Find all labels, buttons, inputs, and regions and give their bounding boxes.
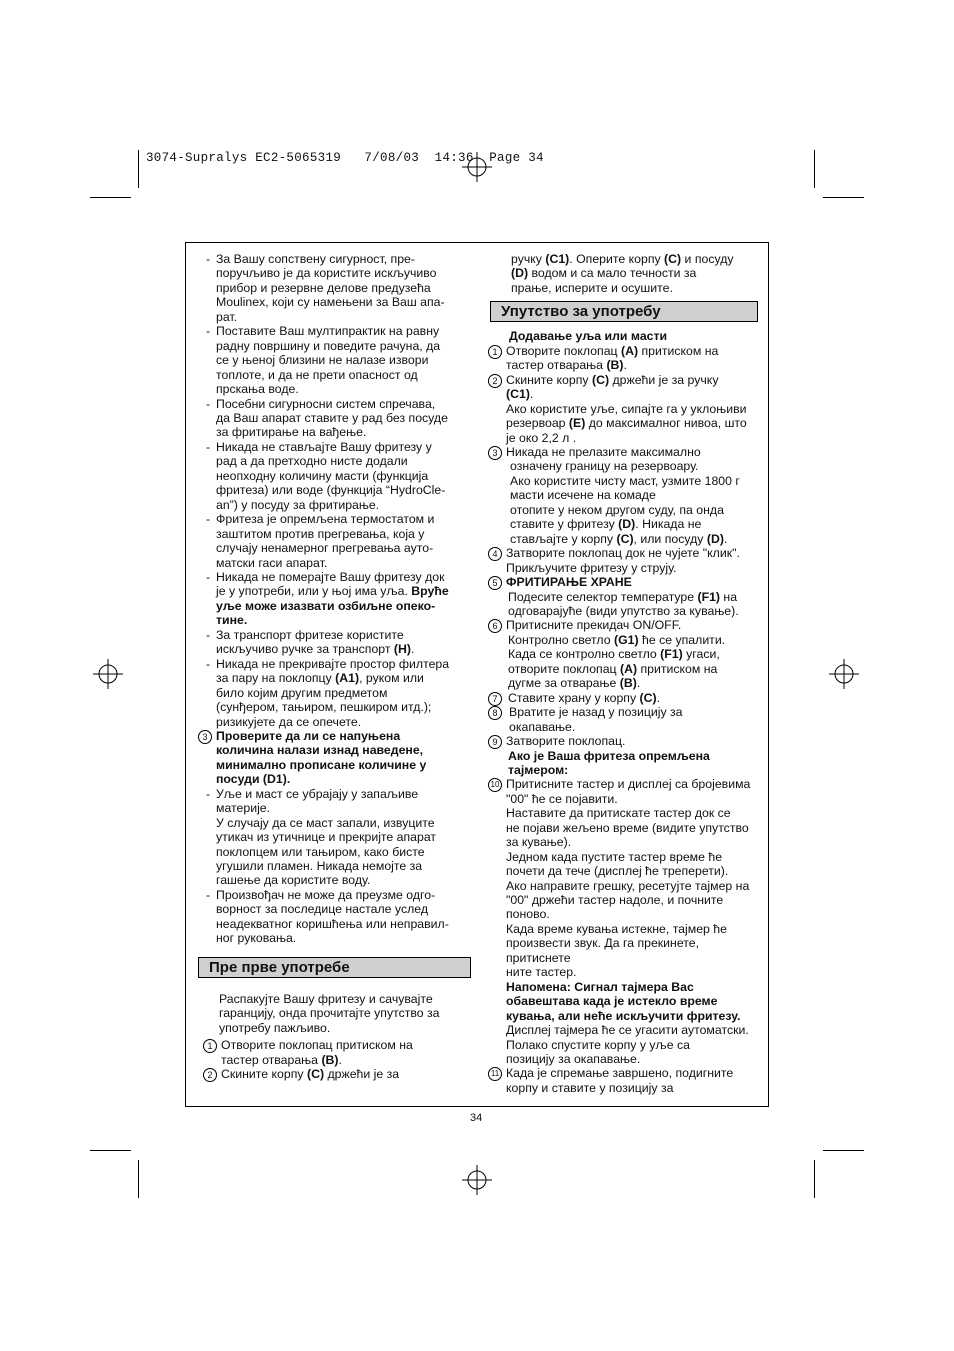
step-item: 7 Ставите храну у корпу (C). <box>488 691 762 705</box>
crop-mark <box>138 1160 139 1198</box>
registration-mark-icon <box>93 659 123 689</box>
registration-mark-icon <box>829 659 859 689</box>
list-item: - Поставите Ваш мултипрактик на равну радну површину и поведите рачуна, да се у њеној близини не налазе извори топлоте, и да не прети опасност од прскања воде. <box>206 324 470 396</box>
page-number: 34 <box>470 1112 483 1124</box>
crop-mark <box>823 197 864 198</box>
step-item: 8 Вратите је назад у позицију за окапавање. <box>488 705 762 734</box>
list-item: - Посебни сигурносни систем спречава, да Ваш апарат ставите у рад без посуде за фритирање на вађење. <box>206 397 470 440</box>
paragraph: Ако користите уље, сипајте га у уклоњиви резервоар (E) до максималног нивоа, што је око 2,2 л . <box>506 401 747 445</box>
step-item: 5 ФРИТИРАЊЕ ХРАНЕ Подесите селектор температуре (F1) на одговарајуће (види упутство за кување). <box>488 575 762 618</box>
list-item: - Никада не стављајте Вашу фритезу у рад а да претходно нисте додали неопходну количину масти (функција фритеза) или воде (функција “HydroCle- an”) у посуду за фритирање. <box>206 440 470 512</box>
list-item: - Уље и маст се убрајају у запаљиве материје. У случају да се маст запали, извуците утикач из утичнице и прекријте апарат поклопцем или тањиром, како бисте угушили пламен. Никада немојте за гашење да користите воду. <box>206 787 470 888</box>
crop-mark <box>814 1160 815 1198</box>
crop-mark <box>814 150 815 188</box>
step-item: 2 Скините корпу (C) држећи је за <box>203 1067 470 1081</box>
list-item: - За транспорт фритезе користите искључиво ручке за транспорт (H). <box>206 628 470 657</box>
intro-paragraph: Распакујте Вашу фритезу и сачувајте гаранцију, онда прочитајте упутство за употребу пажљиво. <box>219 991 440 1035</box>
step-number-icon: 3 <box>198 730 212 744</box>
step-item: 1 Отворите поклопац (A) притиском на тастер отварања (B). <box>488 344 762 373</box>
list-item: - За Вашу сопствену сигурност, пре- поручљиво је да користите искључиво прибор и резервне делове предузећа Moulinex, који су намењени за Ваш апа- рат. <box>206 252 470 324</box>
step-number-icon: 8 <box>488 706 502 720</box>
step-number-icon: 5 <box>488 576 502 590</box>
registration-mark-icon <box>462 1165 492 1195</box>
continued-paragraph: ручку (C1). Оперите корпу (C) и посуду (D) водом и са мало течности за прање, исперите и осушите. <box>511 252 734 295</box>
step-item: 10 Притисните тастер и дисплеј са бројевима "00" ће се појавити. Наставите да притискате тастер док се не појави жељено време (видите упутство за кување). Једном када пустите тастер време ће почети да тече (дисплеј ће треперети). Ако направите грешку, ресетујте тајмер на "00" држећи тастер надоле, и почните поново. Када време кувања истекне, тајмер ће произвести звук. Да га прекинете, притиснете ните тастер. Напомена: Сигнал тајмера Вас обавештава када је истекло време кувања, али неће искључити фритезу. Дисплеј тајмера ће се угасити аутоматски. Полако спустите корпу у уље са позицију за окапавање. <box>488 777 762 1066</box>
step-item: 1 Отворите поклопац притиском на тастер отварања (B). <box>203 1038 470 1067</box>
step-item: 9 Затворите поклопац. Ако је Ваша фритеза опремљена тајмером: <box>488 734 762 777</box>
registration-mark-icon <box>462 152 492 182</box>
step-number-icon: 9 <box>488 735 502 749</box>
step-item: 11 Када је спремање завршено, подигните корпу и ставите у позицију за <box>488 1066 762 1095</box>
list-item: - Никада не прекривајте простор филтера за пару на поклопцу (A1), руком или било којим другим предметом (сунђером, тањиром, пешкиром итд.); ризикујете да се опечете. <box>206 657 470 729</box>
step-number-icon: 3 <box>488 446 502 460</box>
list-item: - Никада не померајте Вашу фритезу док је у употреби, или у њој има уља. Вруће уље може изазвати озбиљне опеко- тине. <box>206 570 470 628</box>
step-number-icon: 11 <box>488 1067 502 1081</box>
step-item: 6 Притисните прекидач ON/OFF. Контролно светло (G1) ће се упалити. Када се контролно светло (F1) угаси, отворите поклопац (A) притиском на дугме за отварање (B). <box>488 618 762 690</box>
crop-mark <box>823 1150 864 1151</box>
printer-slug: 3074-Supralys EC2-5065319 7/08/03 14:36 Page 34 <box>146 151 544 165</box>
step-item: 4 Затворите поклопац док не чујете "клик". Прикључите фритезу у струју. <box>488 546 762 575</box>
crop-mark <box>90 1150 131 1151</box>
step-number-icon: 6 <box>488 619 502 633</box>
section-heading: Упутство за употребу <box>490 301 758 322</box>
step-number-icon: 1 <box>203 1039 217 1053</box>
step-number-icon: 10 <box>488 778 502 792</box>
list-item: - Фритеза је опремљена термостатом и заштитом против прегревања, која у случају ненамерног прегревања ауто- матски гаси апарат. <box>206 512 470 570</box>
step-number-icon: 2 <box>203 1068 217 1082</box>
right-column <box>488 252 762 1095</box>
crop-mark <box>90 197 131 198</box>
step-number-icon: 1 <box>488 345 502 359</box>
left-column <box>198 252 470 1081</box>
step-item: 3 Проверите да ли се напуњена количина налази изнад наведене, минимално прописане количине у посуди (D1). <box>198 729 470 787</box>
section-heading: Пре прве употребе <box>198 957 471 978</box>
step-item: 3 Никада не прелазите максимално означену границу на резервоару. Ако користите чисту маст, узмите 1800 г масти исечене на комаде отопите у неком другом суду, па онда ставите у фритезу (D). Никада не стављајте у корпу (C), или посуду (D). <box>488 445 762 546</box>
step-number-icon: 7 <box>488 692 502 706</box>
subheading: Додавање уља или масти <box>509 329 668 344</box>
step-number-icon: 2 <box>488 374 502 388</box>
step-number-icon: 4 <box>488 547 502 561</box>
crop-mark <box>138 150 139 188</box>
list-item: - Произвођач не може да преузме одго- ворност за последице настале услед неадекватног коришћења или неправил- ног руковања. <box>206 888 470 946</box>
step-item: 2 Скините корпу (C) држећи је за ручку (C1). <box>488 373 762 402</box>
